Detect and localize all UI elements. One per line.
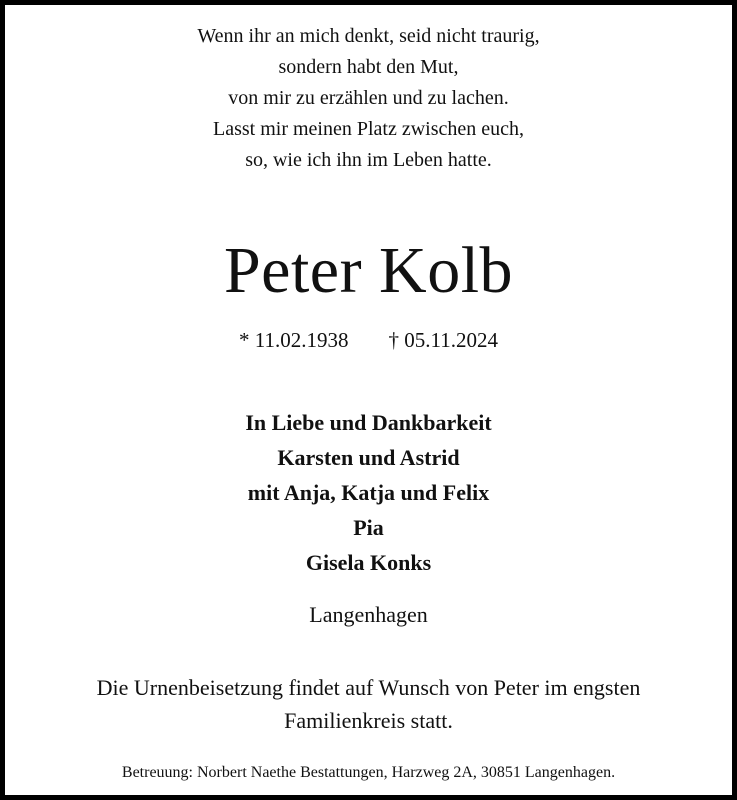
mourners-list — [5, 405, 732, 580]
poem-line: von mir zu erzählen und zu lachen. — [228, 87, 509, 109]
poem-line: Lasst mir meinen Platz zwischen euch, — [212, 118, 524, 140]
mourner-line: Pia — [353, 515, 384, 540]
poem-line: sondern habt den Mut, — [278, 56, 459, 78]
mourner-line: mit Anja, Katja und Felix — [247, 480, 490, 505]
death-date: † 05.11.2024 — [388, 328, 498, 352]
mourner-line: Karsten und Astrid — [277, 445, 460, 470]
notice-line: Die Urnenbeisetzung findet auf Wunsch von Peter im engsten — [96, 675, 641, 700]
poem-line: so, wie ich ihn im Leben hatte. — [245, 149, 492, 171]
birth-date: * 11.02.1938 — [239, 328, 349, 352]
notice-line: Familienkreis statt. — [284, 708, 453, 733]
mourner-line: Gisela Konks — [305, 550, 432, 575]
deceased-name: Peter Kolb — [223, 234, 514, 307]
place-name: Langenhagen — [309, 602, 428, 627]
funeral-notice — [5, 671, 732, 737]
mourner-line: In Liebe und Dankbarkeit — [245, 410, 492, 435]
life-dates — [5, 325, 732, 355]
funeral-home-footer: Betreuung: Norbert Naethe Bestattungen, Harzweg 2A, 30851 Langenhagen. — [121, 764, 616, 781]
poem-line: Wenn ihr an mich denkt, seid nicht traurig, — [197, 25, 540, 47]
memorial-poem — [5, 21, 732, 176]
